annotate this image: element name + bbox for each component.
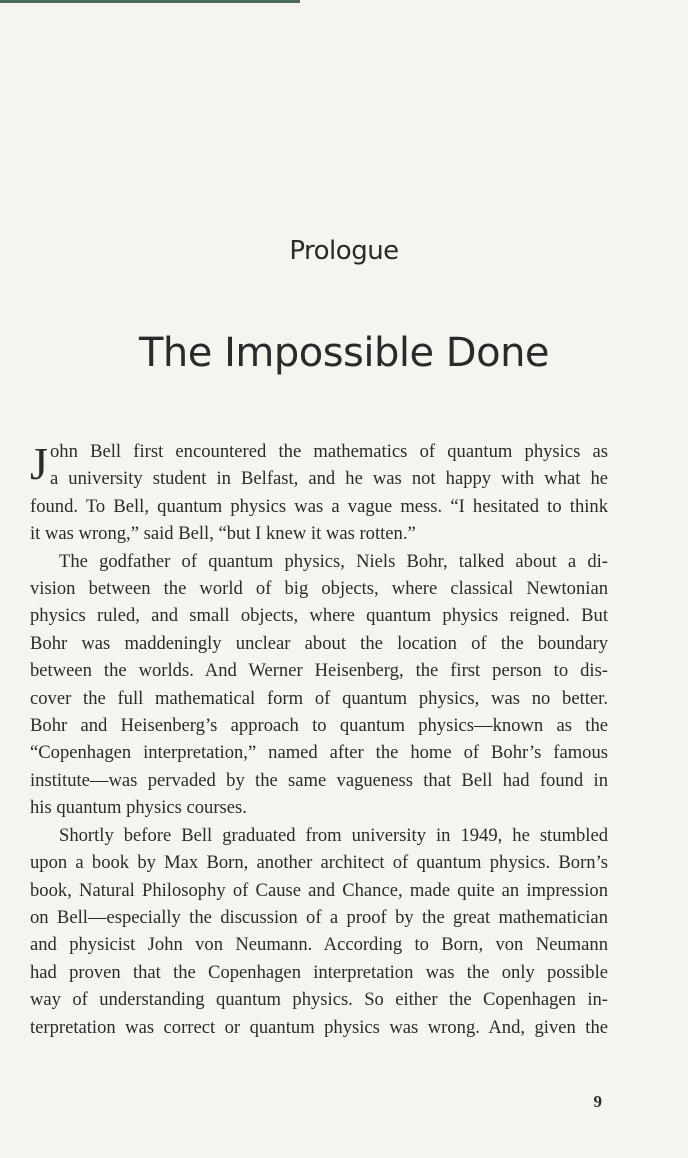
text-line: physics ruled, and small objects, where quantum physics reigned. But bbox=[30, 605, 608, 627]
text-line: had proven that the Copenhagen interpretation was the only possible bbox=[30, 961, 608, 983]
chapter-title: The Impossible Done bbox=[138, 329, 550, 376]
text-line: found. To Bell, quantum physics was a vague mess. “I hesitated to think bbox=[30, 495, 608, 517]
text-line: Shortly before Bell graduated from university in 1949, he stumbled bbox=[59, 824, 608, 846]
text-line: a university student in Belfast, and he was not happy with what he bbox=[50, 468, 608, 490]
paragraph-3 bbox=[30, 822, 608, 1041]
top-rule bbox=[0, 0, 300, 3]
text-line: and physicist John von Neumann. According to Born, von Neumann bbox=[30, 934, 608, 956]
section-label: Prologue bbox=[289, 236, 399, 266]
body-text bbox=[30, 438, 608, 1041]
text-line: between the worlds. And Werner Heisenberg, the first person to dis- bbox=[30, 660, 608, 682]
text-line: cover the full mathematical form of quantum physics, was no better. bbox=[30, 687, 608, 709]
drop-cap: J bbox=[30, 438, 48, 489]
text-line: Bohr was maddeningly unclear about the location of the boundary bbox=[30, 632, 608, 654]
text-line: The godfather of quantum physics, Niels Bohr, talked about a di- bbox=[59, 550, 608, 572]
text-line: “Copenhagen interpretation,” named after the home of Bohr’s famous bbox=[30, 742, 608, 764]
paragraph-2 bbox=[30, 548, 608, 822]
text-line: upon a book by Max Born, another architect of quantum physics. Born’s bbox=[30, 852, 608, 874]
text-line: vision between the world of big objects, where classical Newtonian bbox=[30, 578, 608, 600]
text-line: terpretation was correct or quantum physics was wrong. And, given the bbox=[30, 1016, 608, 1038]
text-line: on Bell—especially the discussion of a proof by the great mathematician bbox=[30, 906, 608, 928]
text-line: it was wrong,” said Bell, “but I knew it was rotten.” bbox=[30, 523, 416, 545]
text-line: way of understanding quantum physics. So either the Copenhagen in- bbox=[30, 989, 608, 1011]
text-line: his quantum physics courses. bbox=[30, 797, 247, 819]
page-number: 9 bbox=[593, 1092, 602, 1111]
text-line: book, Natural Philosophy of Cause and Chance, made quite an impression bbox=[30, 879, 608, 901]
text-line: Bohr and Heisenberg’s approach to quantum physics—known as the bbox=[30, 715, 608, 737]
text-line: ohn Bell first encountered the mathematics of quantum physics as bbox=[50, 441, 608, 462]
text-line: institute—was pervaded by the same vagueness that Bell had found in bbox=[30, 769, 608, 791]
paragraph-1 bbox=[30, 438, 608, 548]
